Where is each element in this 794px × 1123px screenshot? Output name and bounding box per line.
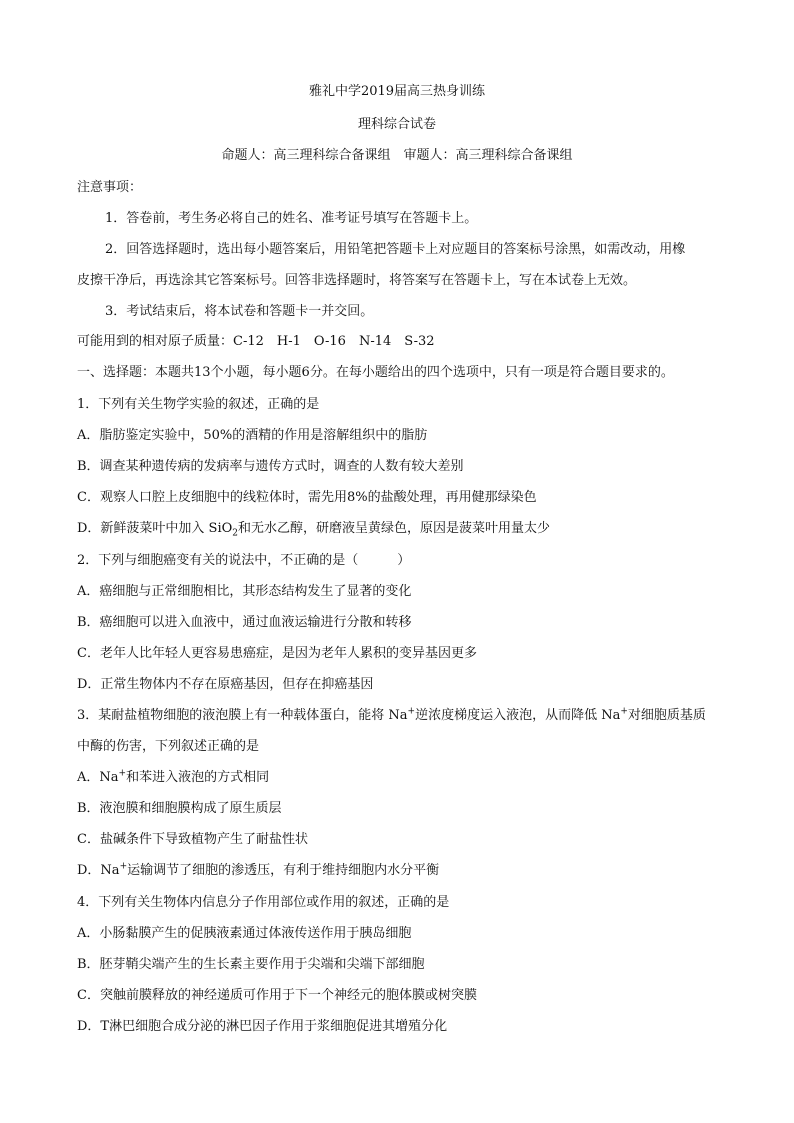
question-3-option-d: D．Na+运输调节了细胞的渗透压，有利于维持细胞内水分平衡 — [77, 861, 440, 878]
paper-title: 理科综合试卷 — [357, 117, 436, 132]
question-3-option-c: C．盐碱条件下导致植物产生了耐盐性状 — [77, 832, 308, 847]
section-heading: 一、选择题：本题共13个小题，每小题6分。在每小题给出的四个选项中，只有一项是符合题目要求的。 — [77, 365, 674, 380]
notice-item-2-line-2: 皮擦干净后，再选涂其它答案标号。回答非选择题时，将答案写在答题卡上，写在本试卷上无效。 — [77, 273, 637, 288]
question-4-option-c: C．突触前膜释放的神经递质可作用于下一个神经元的胞体膜或树突膜 — [77, 988, 477, 1003]
question-4-option-d: D．T淋巴细胞合成分泌的淋巴因子作用于浆细胞促进其增殖分化 — [77, 1019, 448, 1034]
question-1-option-c: C．观察人口腔上皮细胞中的线粒体时，需先用8%的盐酸处理，再用健那绿染色 — [77, 490, 537, 505]
question-1-stem: 1．下列有关生物学实验的叙述，正确的是 — [77, 397, 320, 412]
question-2-option-a: A．癌细胞与正常细胞相比，其形态结构发生了显著的变化 — [77, 584, 412, 599]
authors-line: 命题人：高三理科综合备课组 审题人：高三理科综合备课组 — [221, 148, 573, 163]
question-2-option-d: D．正常生物体内不存在原癌基因，但存在抑癌基因 — [77, 677, 374, 692]
question-3-stem-line-1: 3．某耐盐植物细胞的液泡膜上有一种载体蛋白，能将 Na+逆浓度梯度运入液泡，从而降低 Na+对细胞质基质 — [77, 706, 706, 723]
school-title: 雅礼中学2019届高三热身训练 — [308, 84, 486, 99]
notice-heading: 注意事项： — [77, 180, 143, 195]
question-3-option-a: A．Na+和苯进入液泡的方式相同 — [77, 768, 270, 785]
question-1-option-a: A．脂肪鉴定实验中，50%的酒精的作用是溶解组织中的脂肪 — [77, 428, 428, 443]
question-4-stem: 4．下列有关生物体内信息分子作用部位或作用的叙述，正确的是 — [77, 895, 450, 910]
notice-item-1: 1．答卷前，考生务必将自己的姓名、准考证号填写在答题卡上。 — [105, 211, 478, 226]
question-4-option-b: B．胚芽鞘尖端产生的生长素主要作用于尖端和尖端下部细胞 — [77, 957, 425, 972]
question-3-stem-line-2: 中酶的伤害，下列叙述正确的是 — [77, 739, 260, 754]
question-2-option-c: C．老年人比年轻人更容易患癌症，是因为老年人累积的变异基因更多 — [77, 646, 477, 661]
question-2-option-b: B．癌细胞可以进入血液中，通过血液运输进行分散和转移 — [77, 615, 412, 630]
question-1-option-b: B．调查某种遗传病的发病率与遗传方式时，调查的人数有较大差别 — [77, 459, 464, 474]
question-3-option-b: B．液泡膜和细胞膜构成了原生质层 — [77, 801, 282, 816]
question-4-option-a: A．小肠黏膜产生的促胰液素通过体液传送作用于胰岛细胞 — [77, 926, 412, 941]
atomic-masses: 可能用到的相对原子质量：C-12 H-1 O-16 N-14 S-32 — [77, 334, 435, 349]
question-1-option-d: D．新鲜菠菜叶中加入 SiO$_2$和无水乙醇，研磨液呈黄绿色，原因是菠菜叶用量太少 — [77, 521, 551, 539]
notice-item-2-line-1: 2．回答选择题时，选出每小题答案后，用铅笔把答题卡上对应题目的答案标号涂黑，如需改动，用橡 — [105, 242, 686, 257]
question-2-stem: 2．下列与细胞癌变有关的说法中，不正确的是（ ） — [77, 553, 411, 568]
notice-item-3: 3．考试结束后，将本试卷和答题卡一并交回。 — [105, 304, 374, 319]
